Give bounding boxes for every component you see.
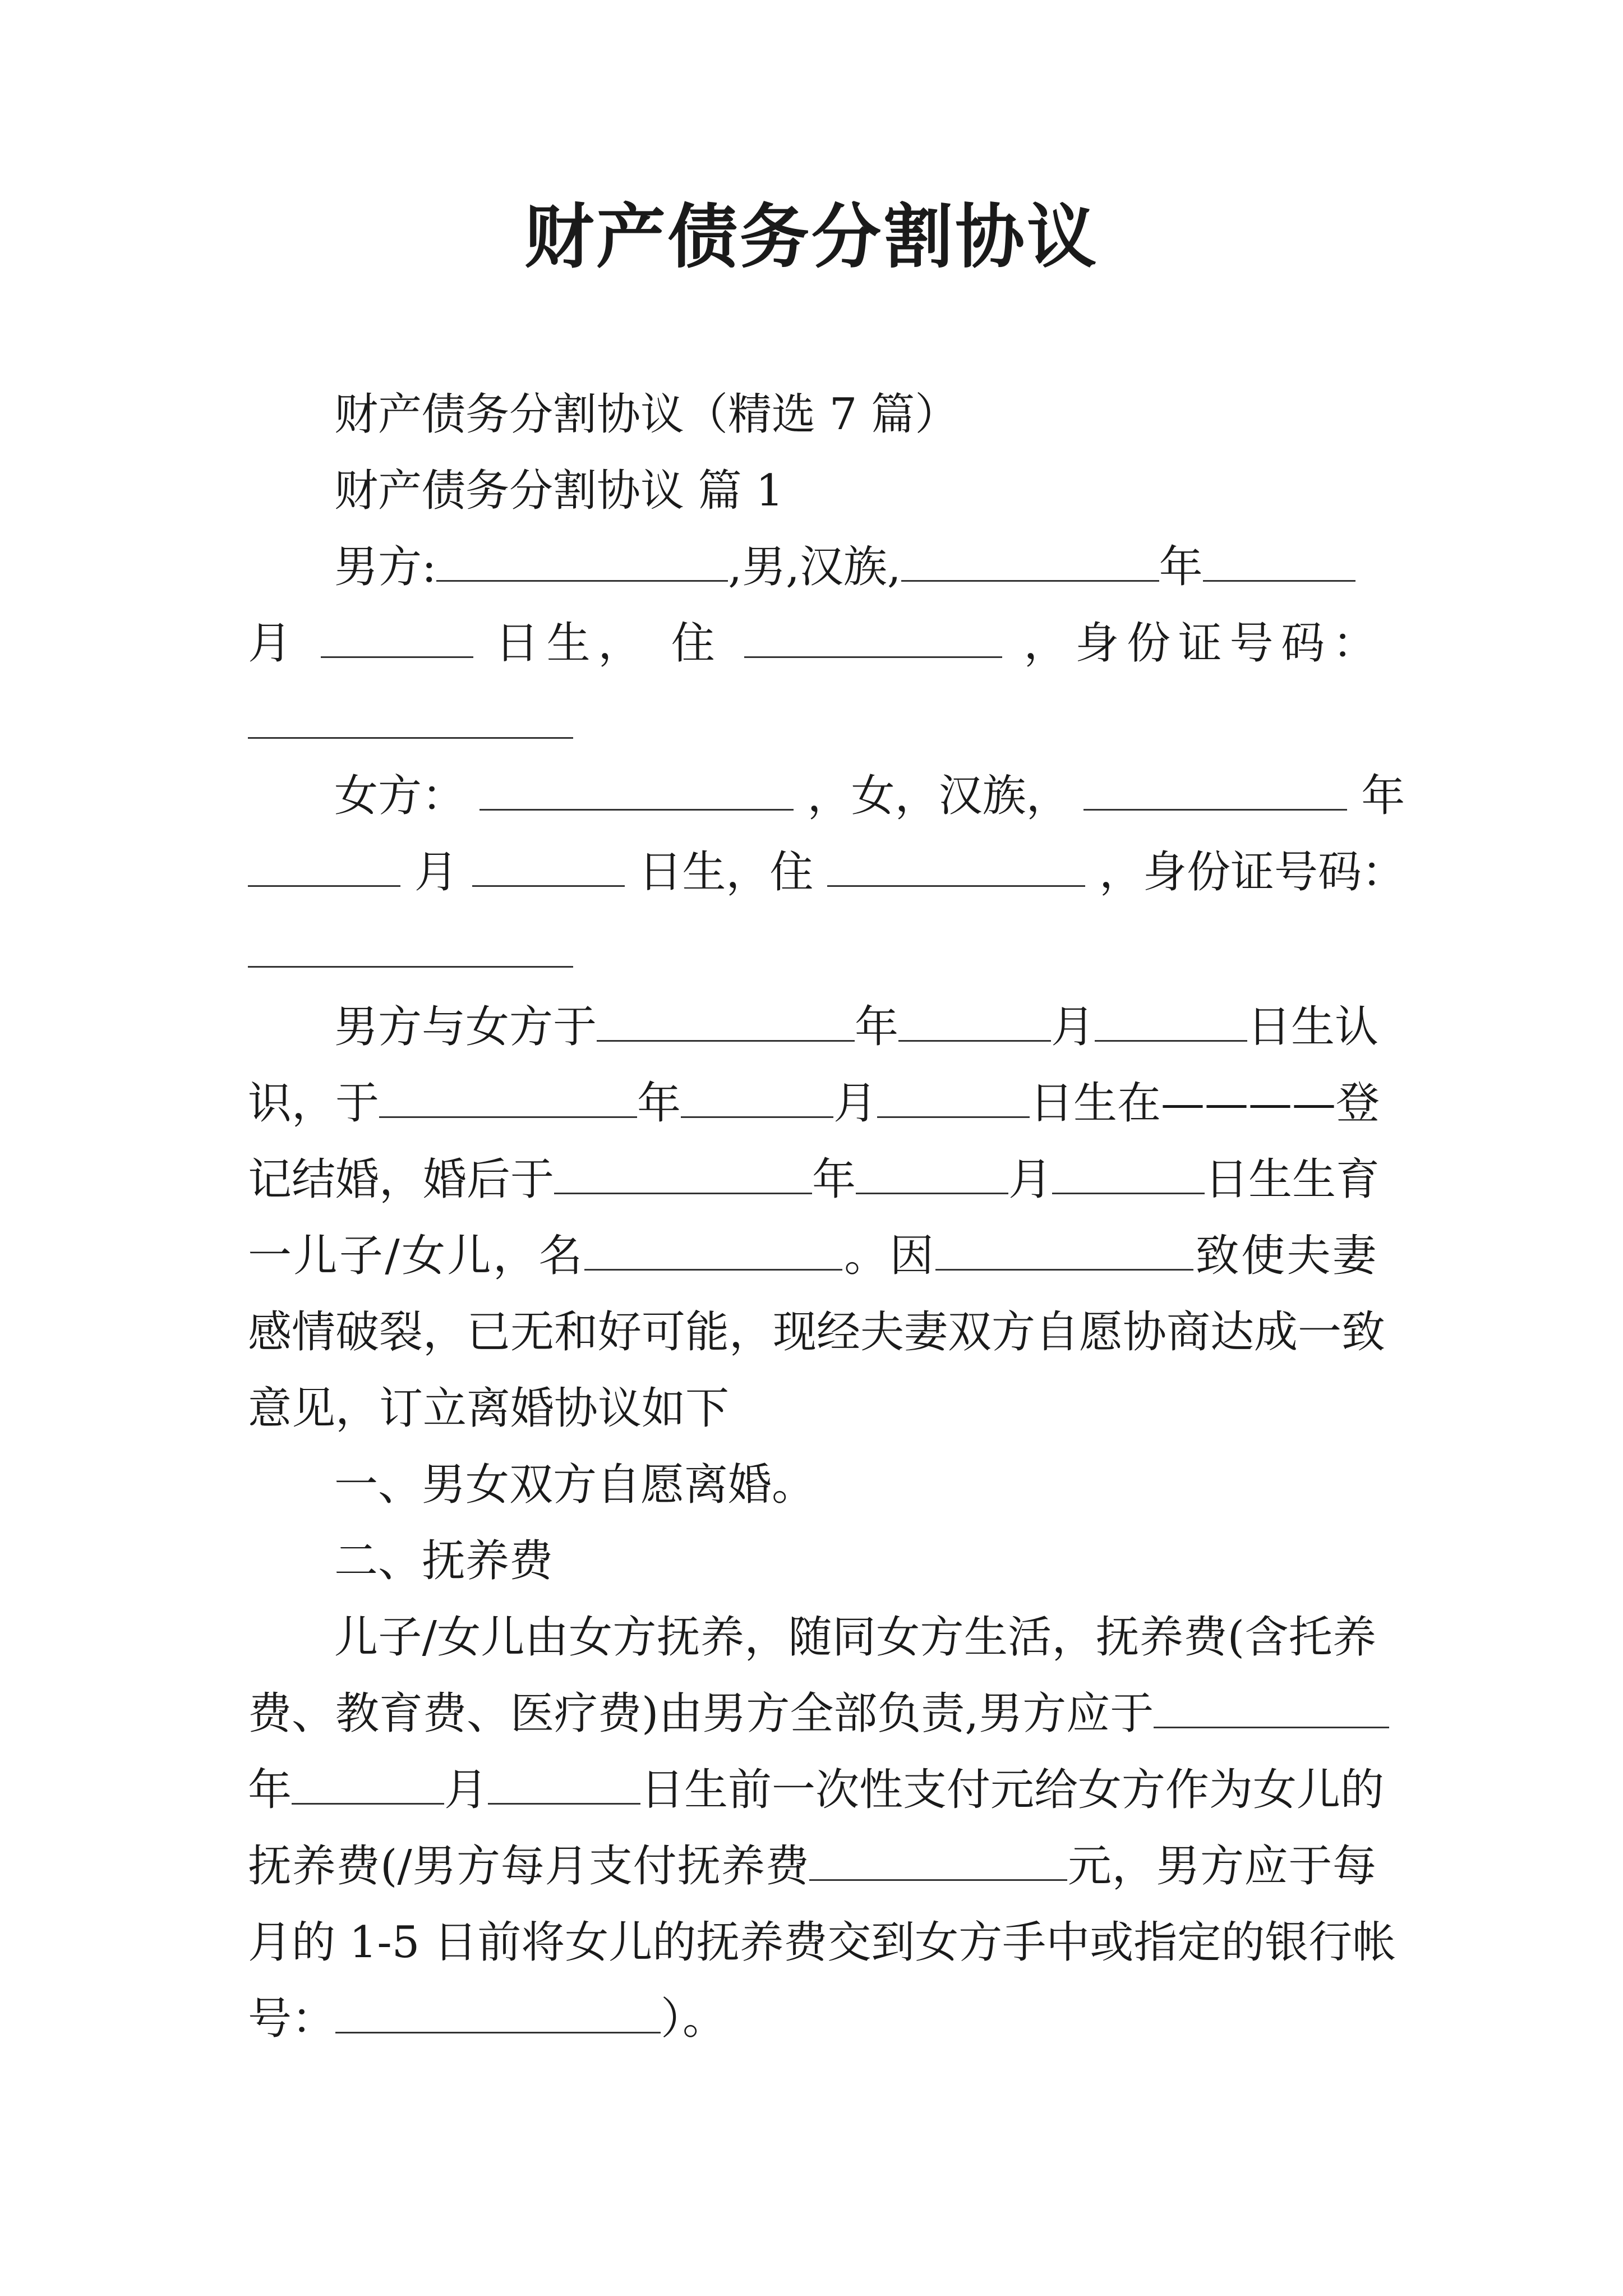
female-label: 女方： <box>334 771 466 821</box>
male-birth-day-blank[interactable] <box>321 606 473 658</box>
male-born-label: 日生， <box>495 618 650 669</box>
marriage-line-4 <box>248 1218 1376 1294</box>
support-line-3 <box>248 1752 1385 1828</box>
birth-year-blank[interactable] <box>554 1142 812 1194</box>
meet-day-blank[interactable] <box>1095 990 1247 1042</box>
payment-year-blank[interactable] <box>1154 1676 1389 1728</box>
birth-month-blank[interactable] <box>856 1142 1008 1194</box>
text: 年 <box>248 1765 292 1815</box>
register-year-blank[interactable] <box>379 1066 637 1118</box>
female-address-blank[interactable] <box>827 835 1085 887</box>
male-id-label: ，身份证号码： <box>1023 618 1376 669</box>
female-birth-year-blank[interactable] <box>1083 758 1347 811</box>
female-birth-month-blank[interactable] <box>248 835 400 887</box>
text: ）。 <box>661 1994 727 2044</box>
text: 男方与女方于 <box>334 1002 597 1052</box>
text: 费、教育费、医疗费)由男方全部负责,男方应于 <box>248 1688 1154 1739</box>
male-id-number-blank[interactable] <box>248 737 573 739</box>
marriage-line-3 <box>248 1142 1380 1217</box>
payment-month-blank[interactable] <box>292 1752 444 1805</box>
marriage-line-1 <box>334 990 1379 1065</box>
support-line-2 <box>248 1676 1389 1751</box>
male-year-label: 年 <box>1159 542 1203 592</box>
text: 日生在————登 <box>1030 1078 1380 1129</box>
female-sex-ethnicity: ，女，汉族， <box>807 771 1070 821</box>
male-address-blank[interactable] <box>744 606 1002 658</box>
female-month-label: 月 <box>414 847 458 898</box>
text: 元，男方应于每 <box>1067 1841 1376 1892</box>
support-line-6 <box>248 1981 726 2056</box>
text: 年 <box>855 1002 899 1052</box>
marriage-line-5: 感情破裂，已无和好可能，现经夫妻双方自愿协商达成一致 <box>248 1307 1386 1358</box>
document-title: 财产债务分割协议 <box>524 196 1099 278</box>
female-id-label: ，身份证号码： <box>1099 847 1406 898</box>
text: 日生前一次性支付元给女方作为女儿的 <box>640 1765 1385 1815</box>
female-born-resides: 日生，住 <box>638 847 814 898</box>
male-party-line-1 <box>334 530 1355 605</box>
text: 月 <box>833 1078 878 1129</box>
male-name-blank[interactable] <box>436 530 728 582</box>
male-party-line-2 <box>248 606 1376 681</box>
meet-year-blank[interactable] <box>597 990 855 1042</box>
text: 一儿子/女儿，名 <box>248 1231 584 1281</box>
document-subtitle: 财产债务分割协议（精选 7 篇） <box>334 389 959 440</box>
reason-blank[interactable] <box>935 1218 1193 1271</box>
monthly-amount-blank[interactable] <box>809 1829 1067 1881</box>
female-birth-day-blank[interactable] <box>472 835 625 887</box>
register-day-blank[interactable] <box>877 1066 1030 1118</box>
male-resides-label: 住 <box>671 618 723 669</box>
clause-2-heading: 二、抚养费 <box>334 1536 554 1586</box>
payment-day-blank[interactable] <box>488 1752 640 1805</box>
support-line-5: 月的 1-5 日前将女儿的抚养费交到女方手中或指定的银行帐 <box>248 1917 1396 1968</box>
male-birth-month-blank[interactable] <box>1203 530 1355 582</box>
marriage-line-2 <box>248 1066 1380 1141</box>
text: 记结婚，婚后于 <box>248 1154 555 1205</box>
text: 月 <box>1051 1002 1095 1052</box>
clause-1: 一、男女双方自愿离婚。 <box>334 1460 816 1510</box>
text: 月 <box>444 1765 488 1815</box>
text: 致使夫妻 <box>1193 1231 1376 1281</box>
male-sex-ethnicity: ,男,汉族, <box>728 542 901 592</box>
female-name-blank[interactable] <box>479 758 794 811</box>
text: 日生认 <box>1247 1002 1379 1052</box>
male-label: 男方: <box>334 542 437 592</box>
text: 月 <box>1008 1154 1053 1205</box>
child-name-blank[interactable] <box>584 1218 842 1271</box>
male-birth-year-blank[interactable] <box>901 530 1159 582</box>
support-line-4 <box>248 1829 1376 1904</box>
text: 识，于 <box>248 1078 380 1129</box>
support-line-1: 儿子/女儿由女方抚养，随同女方生活，抚养费(含托养 <box>334 1612 1376 1663</box>
meet-month-blank[interactable] <box>898 990 1051 1042</box>
female-year-label: 年 <box>1361 771 1405 821</box>
female-party-line-2 <box>248 835 1406 910</box>
female-id-number-blank[interactable] <box>248 966 573 968</box>
register-month-blank[interactable] <box>681 1066 833 1118</box>
section-heading: 财产债务分割协议 篇 1 <box>334 466 784 516</box>
text: 。因 <box>842 1231 936 1281</box>
text: 年 <box>637 1078 681 1129</box>
female-party-line-1 <box>334 758 1405 834</box>
text: 抚养费(/男方每月支付抚养费 <box>248 1841 810 1892</box>
text: 年 <box>812 1154 856 1205</box>
birth-day-blank[interactable] <box>1052 1142 1205 1194</box>
text: 号： <box>248 1994 336 2044</box>
text: 日生生育 <box>1205 1154 1380 1205</box>
marriage-line-6: 意见，订立离婚协议如下 <box>248 1383 730 1434</box>
male-month-label: 月 <box>248 618 299 669</box>
bank-account-blank[interactable] <box>335 1981 661 2033</box>
